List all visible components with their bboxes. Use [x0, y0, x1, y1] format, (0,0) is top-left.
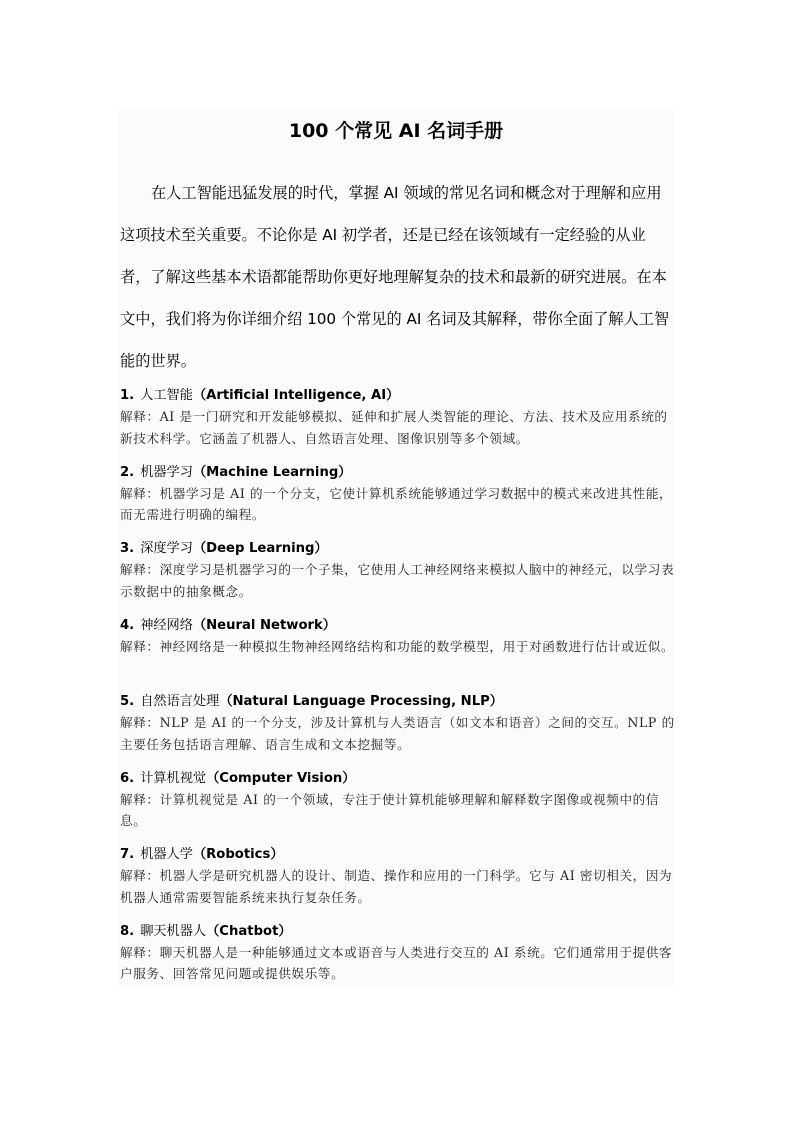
term-name-en: （Artificial Intelligence, AI） [192, 388, 400, 403]
term-list [120, 386, 676, 998]
term-number: 2. [120, 464, 135, 480]
term-name-cn: 自然语言处理 [140, 694, 220, 709]
term-name-cn: 深度学习 [140, 541, 193, 556]
term-heading [120, 463, 676, 483]
term-item-8 [120, 922, 676, 999]
page-title: 100 个常见 AI 名词手册 [288, 120, 504, 142]
term-explanation: 解释：深度学习是机器学习的一个子集，它使用人工神经网络来模拟人脑中的神经元，以学习表示数据中的抽象概念。 [120, 562, 675, 599]
term-heading [120, 845, 676, 865]
term-number: 1. [120, 388, 135, 403]
term-item-7 [120, 845, 676, 922]
term-number: 3. [120, 541, 135, 556]
term-heading [120, 386, 676, 406]
term-name-en: （Deep Learning） [192, 541, 328, 556]
term-name-en: （Computer Vision） [206, 770, 356, 786]
term-heading [120, 922, 676, 942]
term-explanation: 解释：神经网络是一种模拟生物神经网络结构和功能的数学模型，用于对函数进行估计或近似。 [120, 638, 675, 654]
term-explanation: 解释：AI 是一门研究和开发能够模拟、延伸和扩展人类智能的理论、方法、技术及应用系统的新技术科学。它涵盖了机器人、自然语言处理、图像识别等多个领域。 [120, 409, 668, 446]
term-name-cn: 人工智能 [140, 388, 193, 403]
term-number: 5. [120, 694, 135, 709]
term-item-5 [120, 692, 676, 769]
term-number: 7. [120, 847, 135, 862]
term-item-6 [120, 769, 676, 846]
term-item-1 [120, 386, 676, 463]
term-item-4 [120, 616, 676, 693]
term-explanation: 解释：NLP 是 AI 的一个分支，涉及计算机与人类语言（如文本和语音）之间的交互。NLP 的主要任务包括语言理解、语言生成和文本挖掘等。 [120, 715, 675, 752]
term-explanation: 解释：机器学习是 AI 的一个分支，它使计算机系统能够通过学习数据中的模式来改进其性能，而无需进行明确的编程。 [120, 485, 673, 522]
term-explanation: 解释：机器人学是研究机器人的设计、制造、操作和应用的一门科学。它与 AI 密切相关，因为机器人通常需要智能系统来执行复杂任务。 [120, 868, 673, 905]
term-number: 8. [120, 923, 135, 939]
term-name-cn: 计算机视觉 [140, 770, 207, 786]
term-name-cn: 机器人学 [140, 847, 193, 862]
term-explanation: 解释：聊天机器人是一种能够通过文本或语音与人类进行交互的 AI 系统。它们通常用于提供客户服务、回答常见问题或提供娱乐等。 [120, 944, 673, 981]
term-heading [120, 769, 676, 789]
term-heading [120, 616, 676, 636]
term-heading [120, 539, 676, 559]
term-explanation: 解释：计算机视觉是 AI 的一个领域，专注于使计算机能够理解和解释数字图像或视频中的信息。 [120, 791, 660, 828]
term-name-cn: 机器学习 [140, 464, 193, 480]
term-name-en: （Chatbot） [206, 923, 292, 939]
term-name-en: （Machine Learning） [192, 464, 352, 480]
term-name-en: （Natural Language Processing, NLP） [219, 694, 503, 709]
term-number: 6. [120, 770, 135, 786]
term-number: 4. [120, 617, 135, 633]
term-name-en: （Neural Network） [192, 617, 336, 633]
term-item-2 [120, 463, 676, 540]
intro-paragraph: 在人工智能迅猛发展的时代，掌握 AI 领域的常见名词和概念对于理解和应用这项技术至关重要。不论你是 AI 初学者，还是已经在该领域有一定经验的从业者，了解这些基本术语都能帮助你更好地理解复杂的技术和最新的研究进展。在本文中，我们将为你详细介绍 100 个常见的 AI 名词及其解释，带你全面了解人工智能的世界。 [120, 184, 670, 370]
term-name-cn: 聊天机器人 [140, 923, 207, 939]
term-item-3 [120, 539, 676, 616]
term-heading [120, 692, 676, 712]
term-name-en: （Robotics） [192, 847, 284, 862]
term-name-cn: 神经网络 [140, 617, 193, 633]
